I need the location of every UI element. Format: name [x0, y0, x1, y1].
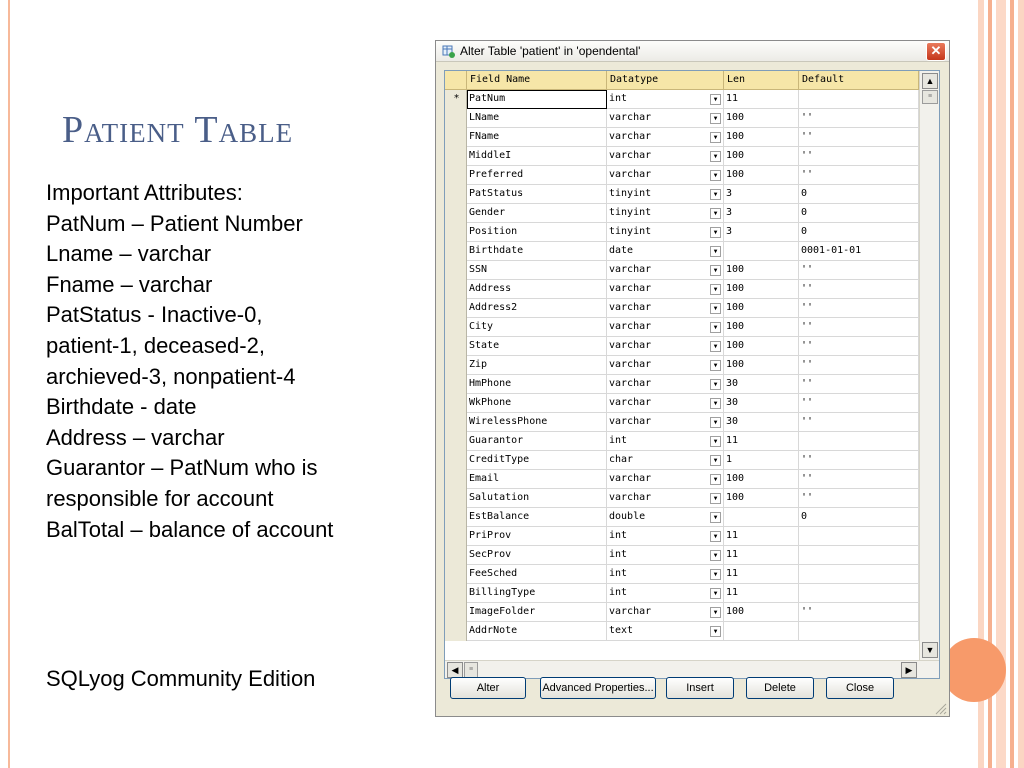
row-selector[interactable] — [445, 413, 467, 432]
horizontal-scroll-thumb[interactable]: ≡ — [464, 662, 478, 678]
row-selector[interactable] — [445, 508, 467, 527]
table-app-icon — [442, 45, 455, 58]
len-cell[interactable]: 100 — [724, 299, 799, 318]
datatype-value: int — [609, 93, 628, 104]
datatype-cell[interactable] — [607, 185, 724, 204]
datatype-value: char — [609, 454, 634, 465]
table-row[interactable] — [445, 109, 919, 128]
attribute-line: Birthdate - date — [46, 394, 197, 420]
datatype-cell[interactable] — [607, 451, 724, 470]
field-grid — [444, 70, 940, 679]
len-cell[interactable]: 1 — [724, 451, 799, 470]
datatype-value: varchar — [609, 473, 652, 484]
row-selector[interactable] — [445, 242, 467, 261]
datatype-cell[interactable] — [607, 299, 724, 318]
datatype-value: varchar — [609, 302, 652, 313]
datatype-cell[interactable] — [607, 470, 724, 489]
table-row[interactable] — [445, 546, 919, 565]
datatype-cell[interactable] — [607, 337, 724, 356]
column-header-datatype[interactable]: Datatype — [607, 71, 724, 90]
default-cell[interactable]: 0 — [799, 185, 919, 204]
delete-button[interactable]: Delete — [746, 677, 814, 699]
datatype-dropdown-icon[interactable]: ▼ — [710, 170, 721, 181]
alter-button[interactable]: Alter — [450, 677, 526, 699]
default-cell[interactable]: '' — [799, 470, 919, 489]
table-row[interactable] — [445, 413, 919, 432]
default-cell[interactable]: 0 — [799, 223, 919, 242]
field-name-cell[interactable]: Zip — [467, 356, 607, 375]
default-cell[interactable]: '' — [799, 356, 919, 375]
len-cell[interactable]: 30 — [724, 394, 799, 413]
row-selector[interactable] — [445, 489, 467, 508]
len-cell[interactable]: 100 — [724, 337, 799, 356]
table-row[interactable] — [445, 261, 919, 280]
field-name-cell[interactable]: FeeSched — [467, 565, 607, 584]
default-cell[interactable] — [799, 565, 919, 584]
field-name-cell[interactable]: Gender — [467, 204, 607, 223]
row-selector[interactable] — [445, 432, 467, 451]
datatype-value: varchar — [609, 606, 652, 617]
table-row[interactable] — [445, 565, 919, 584]
field-name-cell[interactable]: SSN — [467, 261, 607, 280]
default-cell[interactable]: 0001-01-01 — [799, 242, 919, 261]
scroll-down-icon[interactable]: ▼ — [922, 642, 938, 658]
default-cell[interactable] — [799, 584, 919, 603]
datatype-dropdown-icon[interactable]: ▼ — [710, 493, 721, 504]
default-cell[interactable]: '' — [799, 394, 919, 413]
attribute-line: Lname – varchar — [46, 241, 212, 267]
row-selector[interactable] — [445, 204, 467, 223]
table-row[interactable] — [445, 375, 919, 394]
datatype-cell[interactable] — [607, 356, 724, 375]
row-selector[interactable] — [445, 128, 467, 147]
datatype-dropdown-icon[interactable]: ▼ — [710, 455, 721, 466]
datatype-cell[interactable] — [607, 565, 724, 584]
field-name-cell[interactable]: WirelessPhone — [467, 413, 607, 432]
datatype-cell[interactable] — [607, 527, 724, 546]
default-cell[interactable]: '' — [799, 299, 919, 318]
len-cell[interactable]: 3 — [724, 204, 799, 223]
datatype-dropdown-icon[interactable]: ▼ — [710, 398, 721, 409]
datatype-dropdown-icon[interactable]: ▼ — [710, 474, 721, 485]
table-row[interactable] — [445, 451, 919, 470]
attribute-list — [46, 178, 406, 545]
datatype-cell[interactable] — [607, 242, 724, 261]
scroll-right-icon[interactable]: ▶ — [901, 662, 917, 678]
datatype-value: varchar — [609, 264, 652, 275]
close-button[interactable]: Close — [826, 677, 894, 699]
field-name-cell[interactable]: Preferred — [467, 166, 607, 185]
default-cell[interactable]: '' — [799, 451, 919, 470]
attribute-line: Guarantor – PatNum who is — [46, 455, 318, 481]
table-row[interactable] — [445, 204, 919, 223]
attribute-line: BalTotal – balance of account — [46, 516, 334, 542]
advanced-properties-button[interactable]: Advanced Properties... — [540, 677, 656, 699]
datatype-value: text — [609, 625, 634, 636]
attribute-line: archieved-3, nonpatient-4 — [46, 363, 296, 389]
row-selector[interactable] — [445, 603, 467, 622]
len-cell[interactable] — [724, 622, 799, 641]
default-cell[interactable]: '' — [799, 318, 919, 337]
table-row[interactable] — [445, 90, 919, 109]
datatype-dropdown-icon[interactable]: ▼ — [710, 151, 721, 162]
datatype-cell[interactable] — [607, 128, 724, 147]
datatype-value: int — [609, 568, 628, 579]
default-cell[interactable]: '' — [799, 489, 919, 508]
datatype-cell[interactable] — [607, 413, 724, 432]
table-row[interactable] — [445, 356, 919, 375]
grid-rows — [445, 90, 919, 641]
default-cell[interactable]: '' — [799, 375, 919, 394]
datatype-dropdown-icon[interactable]: ▼ — [710, 284, 721, 295]
datatype-cell[interactable] — [607, 622, 724, 641]
footer-note: SQLyog Community Edition — [46, 666, 316, 691]
attribute-line: responsible for account — [46, 485, 274, 511]
datatype-value: tinyint — [609, 188, 652, 199]
row-selector[interactable] — [445, 299, 467, 318]
default-cell[interactable]: '' — [799, 337, 919, 356]
field-name-cell[interactable]: CreditType — [467, 451, 607, 470]
grid-header — [445, 71, 919, 90]
field-name-cell[interactable]: Email — [467, 470, 607, 489]
datatype-cell[interactable] — [607, 432, 724, 451]
row-selector[interactable] — [445, 546, 467, 565]
table-row[interactable] — [445, 508, 919, 527]
datatype-cell[interactable] — [607, 394, 724, 413]
dialog-title: Alter Table 'patient' in 'opendental' — [460, 44, 641, 58]
len-cell[interactable]: 100 — [724, 470, 799, 489]
default-cell[interactable]: '' — [799, 261, 919, 280]
column-header-field-name[interactable]: Field Name — [467, 71, 607, 90]
row-selector[interactable] — [445, 109, 467, 128]
row-selector[interactable] — [445, 394, 467, 413]
datatype-dropdown-icon[interactable]: ▼ — [710, 379, 721, 390]
field-name-cell[interactable]: MiddleI — [467, 147, 607, 166]
default-cell[interactable] — [799, 622, 919, 641]
row-selector[interactable]: * — [445, 90, 467, 109]
len-cell[interactable]: 11 — [724, 546, 799, 565]
table-row[interactable] — [445, 166, 919, 185]
row-selector[interactable] — [445, 166, 467, 185]
len-cell[interactable]: 11 — [724, 432, 799, 451]
row-selector[interactable] — [445, 337, 467, 356]
len-cell[interactable]: 11 — [724, 584, 799, 603]
row-selector[interactable] — [445, 356, 467, 375]
len-cell[interactable]: 100 — [724, 280, 799, 299]
len-cell[interactable]: 100 — [724, 109, 799, 128]
datatype-value: tinyint — [609, 226, 652, 237]
table-row[interactable] — [445, 280, 919, 299]
field-name-cell[interactable]: HmPhone — [467, 375, 607, 394]
datatype-cell[interactable] — [607, 166, 724, 185]
datatype-value: double — [609, 511, 646, 522]
datatype-cell[interactable] — [607, 204, 724, 223]
field-name-cell[interactable]: Guarantor — [467, 432, 607, 451]
resize-grip-icon[interactable] — [933, 701, 947, 715]
datatype-value: varchar — [609, 150, 652, 161]
horizontal-scrollbar[interactable] — [445, 660, 939, 678]
row-selector[interactable] — [445, 375, 467, 394]
attribute-line: Fname – varchar — [46, 271, 213, 297]
datatype-dropdown-icon[interactable]: ▼ — [710, 531, 721, 542]
datatype-cell[interactable] — [607, 280, 724, 299]
datatype-value: varchar — [609, 169, 652, 180]
table-row[interactable] — [445, 128, 919, 147]
table-row[interactable] — [445, 185, 919, 204]
datatype-cell[interactable] — [607, 584, 724, 603]
datatype-dropdown-icon[interactable]: ▼ — [710, 607, 721, 618]
len-cell[interactable]: 100 — [724, 318, 799, 337]
slide-border-line — [8, 0, 10, 768]
slide-decor-circle — [942, 638, 1006, 702]
column-header-len[interactable]: Len — [724, 71, 799, 90]
field-name-cell[interactable]: ImageFolder — [467, 603, 607, 622]
len-cell[interactable]: 100 — [724, 603, 799, 622]
datatype-dropdown-icon[interactable]: ▼ — [710, 246, 721, 257]
row-selector[interactable] — [445, 318, 467, 337]
datatype-dropdown-icon[interactable]: ▼ — [710, 588, 721, 599]
row-selector[interactable] — [445, 147, 467, 166]
datatype-value: int — [609, 435, 628, 446]
insert-button[interactable]: Insert — [666, 677, 734, 699]
datatype-cell[interactable] — [607, 109, 724, 128]
datatype-dropdown-icon[interactable]: ▼ — [710, 265, 721, 276]
row-selector[interactable] — [445, 584, 467, 603]
row-selector[interactable] — [445, 185, 467, 204]
field-name-cell[interactable]: LName — [467, 109, 607, 128]
datatype-value: varchar — [609, 378, 652, 389]
default-cell[interactable]: '' — [799, 280, 919, 299]
datatype-cell[interactable] — [607, 508, 724, 527]
field-name-cell[interactable]: PriProv — [467, 527, 607, 546]
grid-corner — [445, 71, 467, 90]
field-name-cell[interactable]: PatNum — [467, 90, 607, 109]
table-row[interactable] — [445, 432, 919, 451]
table-row[interactable] — [445, 318, 919, 337]
default-cell[interactable] — [799, 432, 919, 451]
datatype-dropdown-icon[interactable]: ▼ — [710, 322, 721, 333]
table-row[interactable] — [445, 603, 919, 622]
datatype-dropdown-icon[interactable]: ▼ — [710, 512, 721, 523]
datatype-value: varchar — [609, 492, 652, 503]
default-cell[interactable] — [799, 546, 919, 565]
datatype-value: varchar — [609, 131, 652, 142]
len-cell[interactable]: 100 — [724, 356, 799, 375]
default-cell[interactable]: 0 — [799, 204, 919, 223]
len-cell[interactable]: 11 — [724, 565, 799, 584]
datatype-cell[interactable] — [607, 223, 724, 242]
datatype-dropdown-icon[interactable]: ▼ — [710, 626, 721, 637]
datatype-dropdown-icon[interactable]: ▼ — [710, 303, 721, 314]
vertical-scrollbar[interactable] — [919, 71, 939, 660]
datatype-cell[interactable] — [607, 489, 724, 508]
datatype-dropdown-icon[interactable]: ▼ — [710, 436, 721, 447]
table-row[interactable] — [445, 299, 919, 318]
default-cell[interactable]: '' — [799, 413, 919, 432]
len-cell[interactable] — [724, 242, 799, 261]
len-cell[interactable]: 100 — [724, 489, 799, 508]
table-row[interactable] — [445, 489, 919, 508]
datatype-dropdown-icon[interactable]: ▼ — [710, 550, 721, 561]
table-row[interactable] — [445, 527, 919, 546]
field-name-cell[interactable]: WkPhone — [467, 394, 607, 413]
len-cell[interactable]: 100 — [724, 128, 799, 147]
attribute-line: patient-1, deceased-2, — [46, 332, 265, 358]
datatype-cell[interactable] — [607, 318, 724, 337]
dialog-title-bar[interactable] — [436, 41, 949, 62]
attribute-line: Address – varchar — [46, 424, 225, 450]
field-name-cell[interactable]: Birthdate — [467, 242, 607, 261]
len-cell[interactable]: 100 — [724, 261, 799, 280]
field-name-cell[interactable]: Position — [467, 223, 607, 242]
len-cell[interactable]: 30 — [724, 375, 799, 394]
datatype-dropdown-icon[interactable]: ▼ — [710, 417, 721, 428]
datatype-dropdown-icon[interactable]: ▼ — [710, 94, 721, 105]
datatype-dropdown-icon[interactable]: ▼ — [710, 227, 721, 238]
scroll-up-icon[interactable]: ▲ — [922, 73, 938, 89]
datatype-cell[interactable] — [607, 546, 724, 565]
datatype-value: date — [609, 245, 634, 256]
datatype-value: varchar — [609, 397, 652, 408]
field-name-cell[interactable]: Address — [467, 280, 607, 299]
len-cell[interactable]: 30 — [724, 413, 799, 432]
field-name-cell[interactable]: AddrNote — [467, 622, 607, 641]
alter-table-dialog — [435, 40, 950, 717]
len-cell[interactable]: 3 — [724, 223, 799, 242]
datatype-cell[interactable] — [607, 261, 724, 280]
datatype-value: int — [609, 549, 628, 560]
datatype-value: tinyint — [609, 207, 652, 218]
column-header-default[interactable]: Default — [799, 71, 919, 90]
table-row[interactable] — [445, 223, 919, 242]
datatype-dropdown-icon[interactable]: ▼ — [710, 569, 721, 580]
close-icon[interactable]: ✕ — [926, 42, 946, 61]
table-row[interactable] — [445, 242, 919, 261]
default-cell[interactable] — [799, 527, 919, 546]
datatype-value: varchar — [609, 340, 652, 351]
field-name-cell[interactable]: Salutation — [467, 489, 607, 508]
vertical-scroll-thumb[interactable]: ≡ — [922, 90, 938, 104]
field-name-cell[interactable]: BillingType — [467, 584, 607, 603]
datatype-dropdown-icon[interactable]: ▼ — [710, 189, 721, 200]
datatype-cell[interactable] — [607, 90, 724, 109]
attribute-line: PatNum – Patient Number — [46, 210, 303, 236]
field-name-cell[interactable]: Address2 — [467, 299, 607, 318]
default-cell[interactable]: '' — [799, 166, 919, 185]
row-selector[interactable] — [445, 451, 467, 470]
default-cell[interactable] — [799, 90, 919, 109]
datatype-value: varchar — [609, 283, 652, 294]
datatype-cell[interactable] — [607, 375, 724, 394]
table-row[interactable] — [445, 622, 919, 641]
datatype-dropdown-icon[interactable]: ▼ — [710, 360, 721, 371]
datatype-dropdown-icon[interactable]: ▼ — [710, 113, 721, 124]
default-cell[interactable]: '' — [799, 128, 919, 147]
default-cell[interactable]: '' — [799, 603, 919, 622]
len-cell[interactable]: 3 — [724, 185, 799, 204]
datatype-dropdown-icon[interactable]: ▼ — [710, 341, 721, 352]
len-cell[interactable] — [724, 508, 799, 527]
scroll-left-icon[interactable]: ◀ — [447, 662, 463, 678]
field-name-cell[interactable]: PatStatus — [467, 185, 607, 204]
table-row[interactable] — [445, 394, 919, 413]
row-selector[interactable] — [445, 470, 467, 489]
datatype-value: int — [609, 587, 628, 598]
table-row[interactable] — [445, 470, 919, 489]
row-selector[interactable] — [445, 280, 467, 299]
attribute-line: Important Attributes: — [46, 180, 243, 205]
table-row[interactable] — [445, 584, 919, 603]
default-cell[interactable]: 0 — [799, 508, 919, 527]
default-cell[interactable]: '' — [799, 147, 919, 166]
field-name-cell[interactable]: SecProv — [467, 546, 607, 565]
row-selector[interactable] — [445, 527, 467, 546]
len-cell[interactable]: 11 — [724, 90, 799, 109]
datatype-cell[interactable] — [607, 603, 724, 622]
len-cell[interactable]: 11 — [724, 527, 799, 546]
datatype-value: varchar — [609, 112, 652, 123]
row-selector[interactable] — [445, 622, 467, 641]
attribute-line: PatStatus - Inactive-0, — [46, 302, 263, 328]
field-name-cell[interactable]: EstBalance — [467, 508, 607, 527]
field-name-cell[interactable]: State — [467, 337, 607, 356]
default-cell[interactable]: '' — [799, 109, 919, 128]
row-selector[interactable] — [445, 261, 467, 280]
datatype-dropdown-icon[interactable]: ▼ — [710, 132, 721, 143]
datatype-value: varchar — [609, 321, 652, 332]
row-selector[interactable] — [445, 223, 467, 242]
datatype-value: varchar — [609, 359, 652, 370]
row-selector[interactable] — [445, 565, 467, 584]
datatype-cell[interactable] — [607, 147, 724, 166]
table-row[interactable] — [445, 337, 919, 356]
len-cell[interactable]: 100 — [724, 166, 799, 185]
table-row[interactable] — [445, 147, 919, 166]
slide-title: Patient Table — [62, 109, 294, 151]
field-name-cell[interactable]: FName — [467, 128, 607, 147]
len-cell[interactable]: 100 — [724, 147, 799, 166]
datatype-value: int — [609, 530, 628, 541]
datatype-value: varchar — [609, 416, 652, 427]
datatype-dropdown-icon[interactable]: ▼ — [710, 208, 721, 219]
field-name-cell[interactable]: City — [467, 318, 607, 337]
